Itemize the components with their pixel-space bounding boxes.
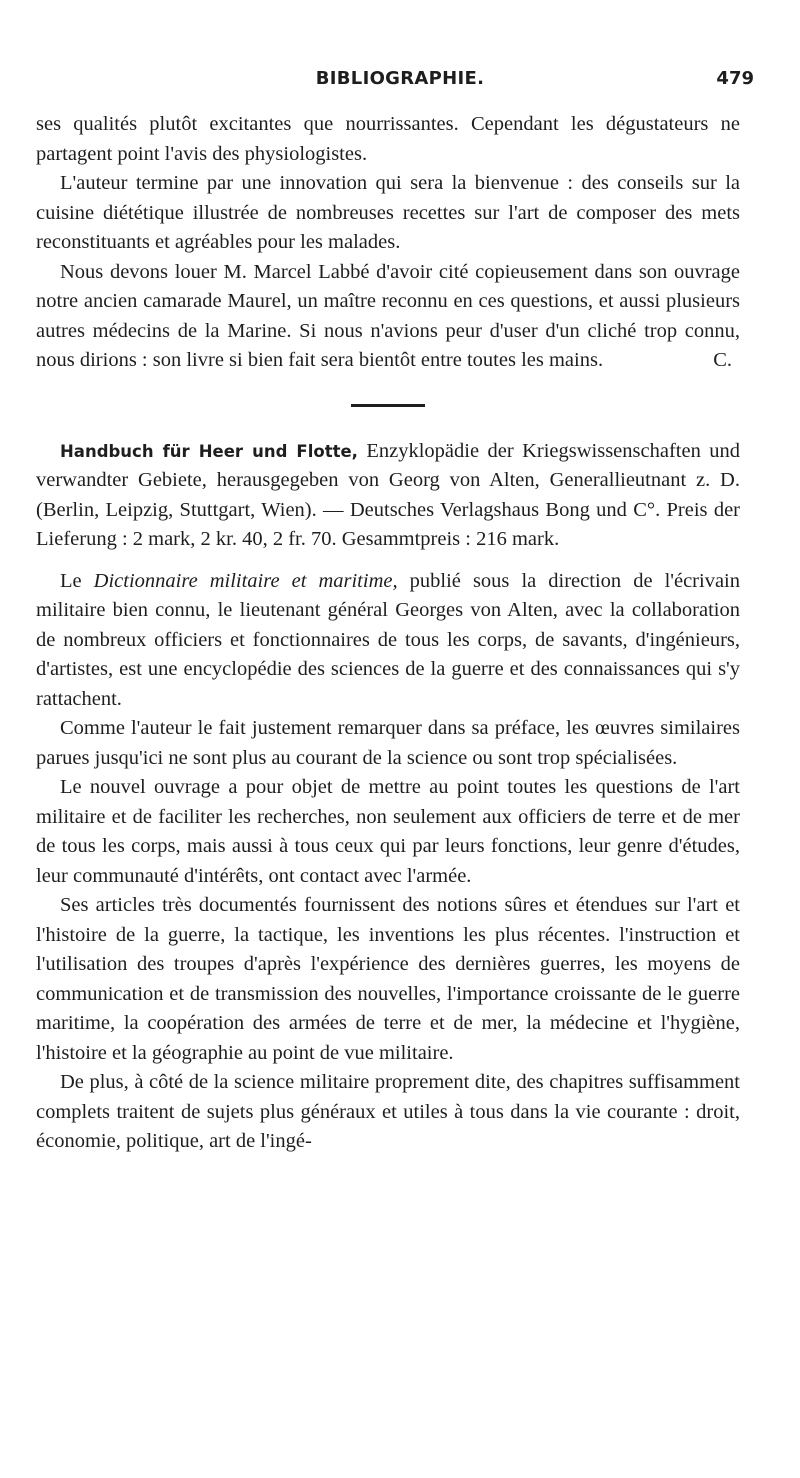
review1-paragraph-1: ses qualités plutôt excitantes que nourrissantes. Cependant les dégustateurs ne partagent point l'avis des physiologistes. <box>36 113 740 165</box>
running-title: BIBLIOGRAPHIE. <box>315 68 485 89</box>
body-text <box>36 110 740 1157</box>
review2-paragraph-2: Comme l'auteur le fait justement remarquer dans sa préface, les œuvres similaires parues jusqu'ici ne sont plus au courant de la science ou sont trop spécialisées. <box>36 717 740 769</box>
review1-paragraph-3-text: Nous devons louer M. Marcel Labbé d'avoir cité copieusement dans son ouvrage notre ancien camarade Maurel, un maître reconnu en ces questions, et aussi plusieurs autres médecins de la Marine. Si nous n'avions peur d'user d'un cliché trop connu, nous dirions : son livre si bien fait sera bientôt entre toutes les mains. <box>36 260 740 371</box>
review2-paragraph-4: Ses articles très documentés fournissent des notions sûres et étendues sur l'art et l'histoire de la guerre, la tactique, les inventions les plus récentes. l'instruction et l'utilisation des troupes d'après l'expérience des dernières guerres, les moyens de communication et de transmission des nouvelles, l'importance croissante de le guerre maritime, la coopération des armées de terre et de mer, la médecine et l'hygiène, l'histoire et la géographie au point de vue militaire. <box>36 894 740 1064</box>
section-divider <box>351 404 425 407</box>
review2-paragraph-5: De plus, à côté de la science militaire proprement dite, des chapitres suffisamment complets traitent de sujets plus généraux et utiles à tous dans la vie courante : droit, économie, politique, art de l'ingé- <box>36 1071 740 1152</box>
review1-paragraph-2: L'auteur termine par une innovation qui sera la bienvenue : des conseils sur la cuisine diététique illustrée de nombreuses recettes sur l'art de composer des mets reconstituants et agréables pour les malades. <box>36 172 740 253</box>
review1-paragraph-3 <box>36 258 740 376</box>
review2-paragraph-1-rest: publié sous la direction de l'écrivain militaire bien connu, le lieutenant général Georges von Alten, avec la collaboration de nombreux officiers et fonctionnaires de tous les corps, de savants, d'ingénieurs, d'artistes, est une encyclopédie des sciences de la guerre et des connaissances qui s'y rattachent. <box>36 569 740 710</box>
running-header <box>40 66 760 94</box>
bibliographic-entry <box>36 437 740 555</box>
dictionary-title: Dictionnaire militaire et maritime, <box>93 569 398 592</box>
book-details: Enzyklopädie der Kriegswissenschaften und verwandter Gebiete, herausgegeben von Georg von Alten, Generallieutnant z. D. (Berlin, Leipzig, Stuttgart, Wien). — Deutsches Verlagshaus Bong und C°. Preis der Lieferung : 2 mark, 2 kr. 40, 2 fr. 70. Gesammtpreis : 216 mark. <box>36 439 740 550</box>
book-title: Handbuch für Heer und Flotte, <box>60 441 358 461</box>
review2-paragraph-1 <box>36 567 740 715</box>
review-signature: C. <box>713 349 732 371</box>
review2-paragraph-3: Le nouvel ouvrage a pour objet de mettre au point toutes les questions de l'art militaire et de faciliter les recherches, non seulement aux officiers de terre et de mer de tous les corps, mais aussi à tous ceux qui par leurs fonctions, leur genre d'études, leur communauté d'intérêts, ont contact avec l'armée. <box>36 776 740 887</box>
page-number: 479 <box>716 68 754 89</box>
review2-paragraph-1-start: Le <box>60 569 94 592</box>
